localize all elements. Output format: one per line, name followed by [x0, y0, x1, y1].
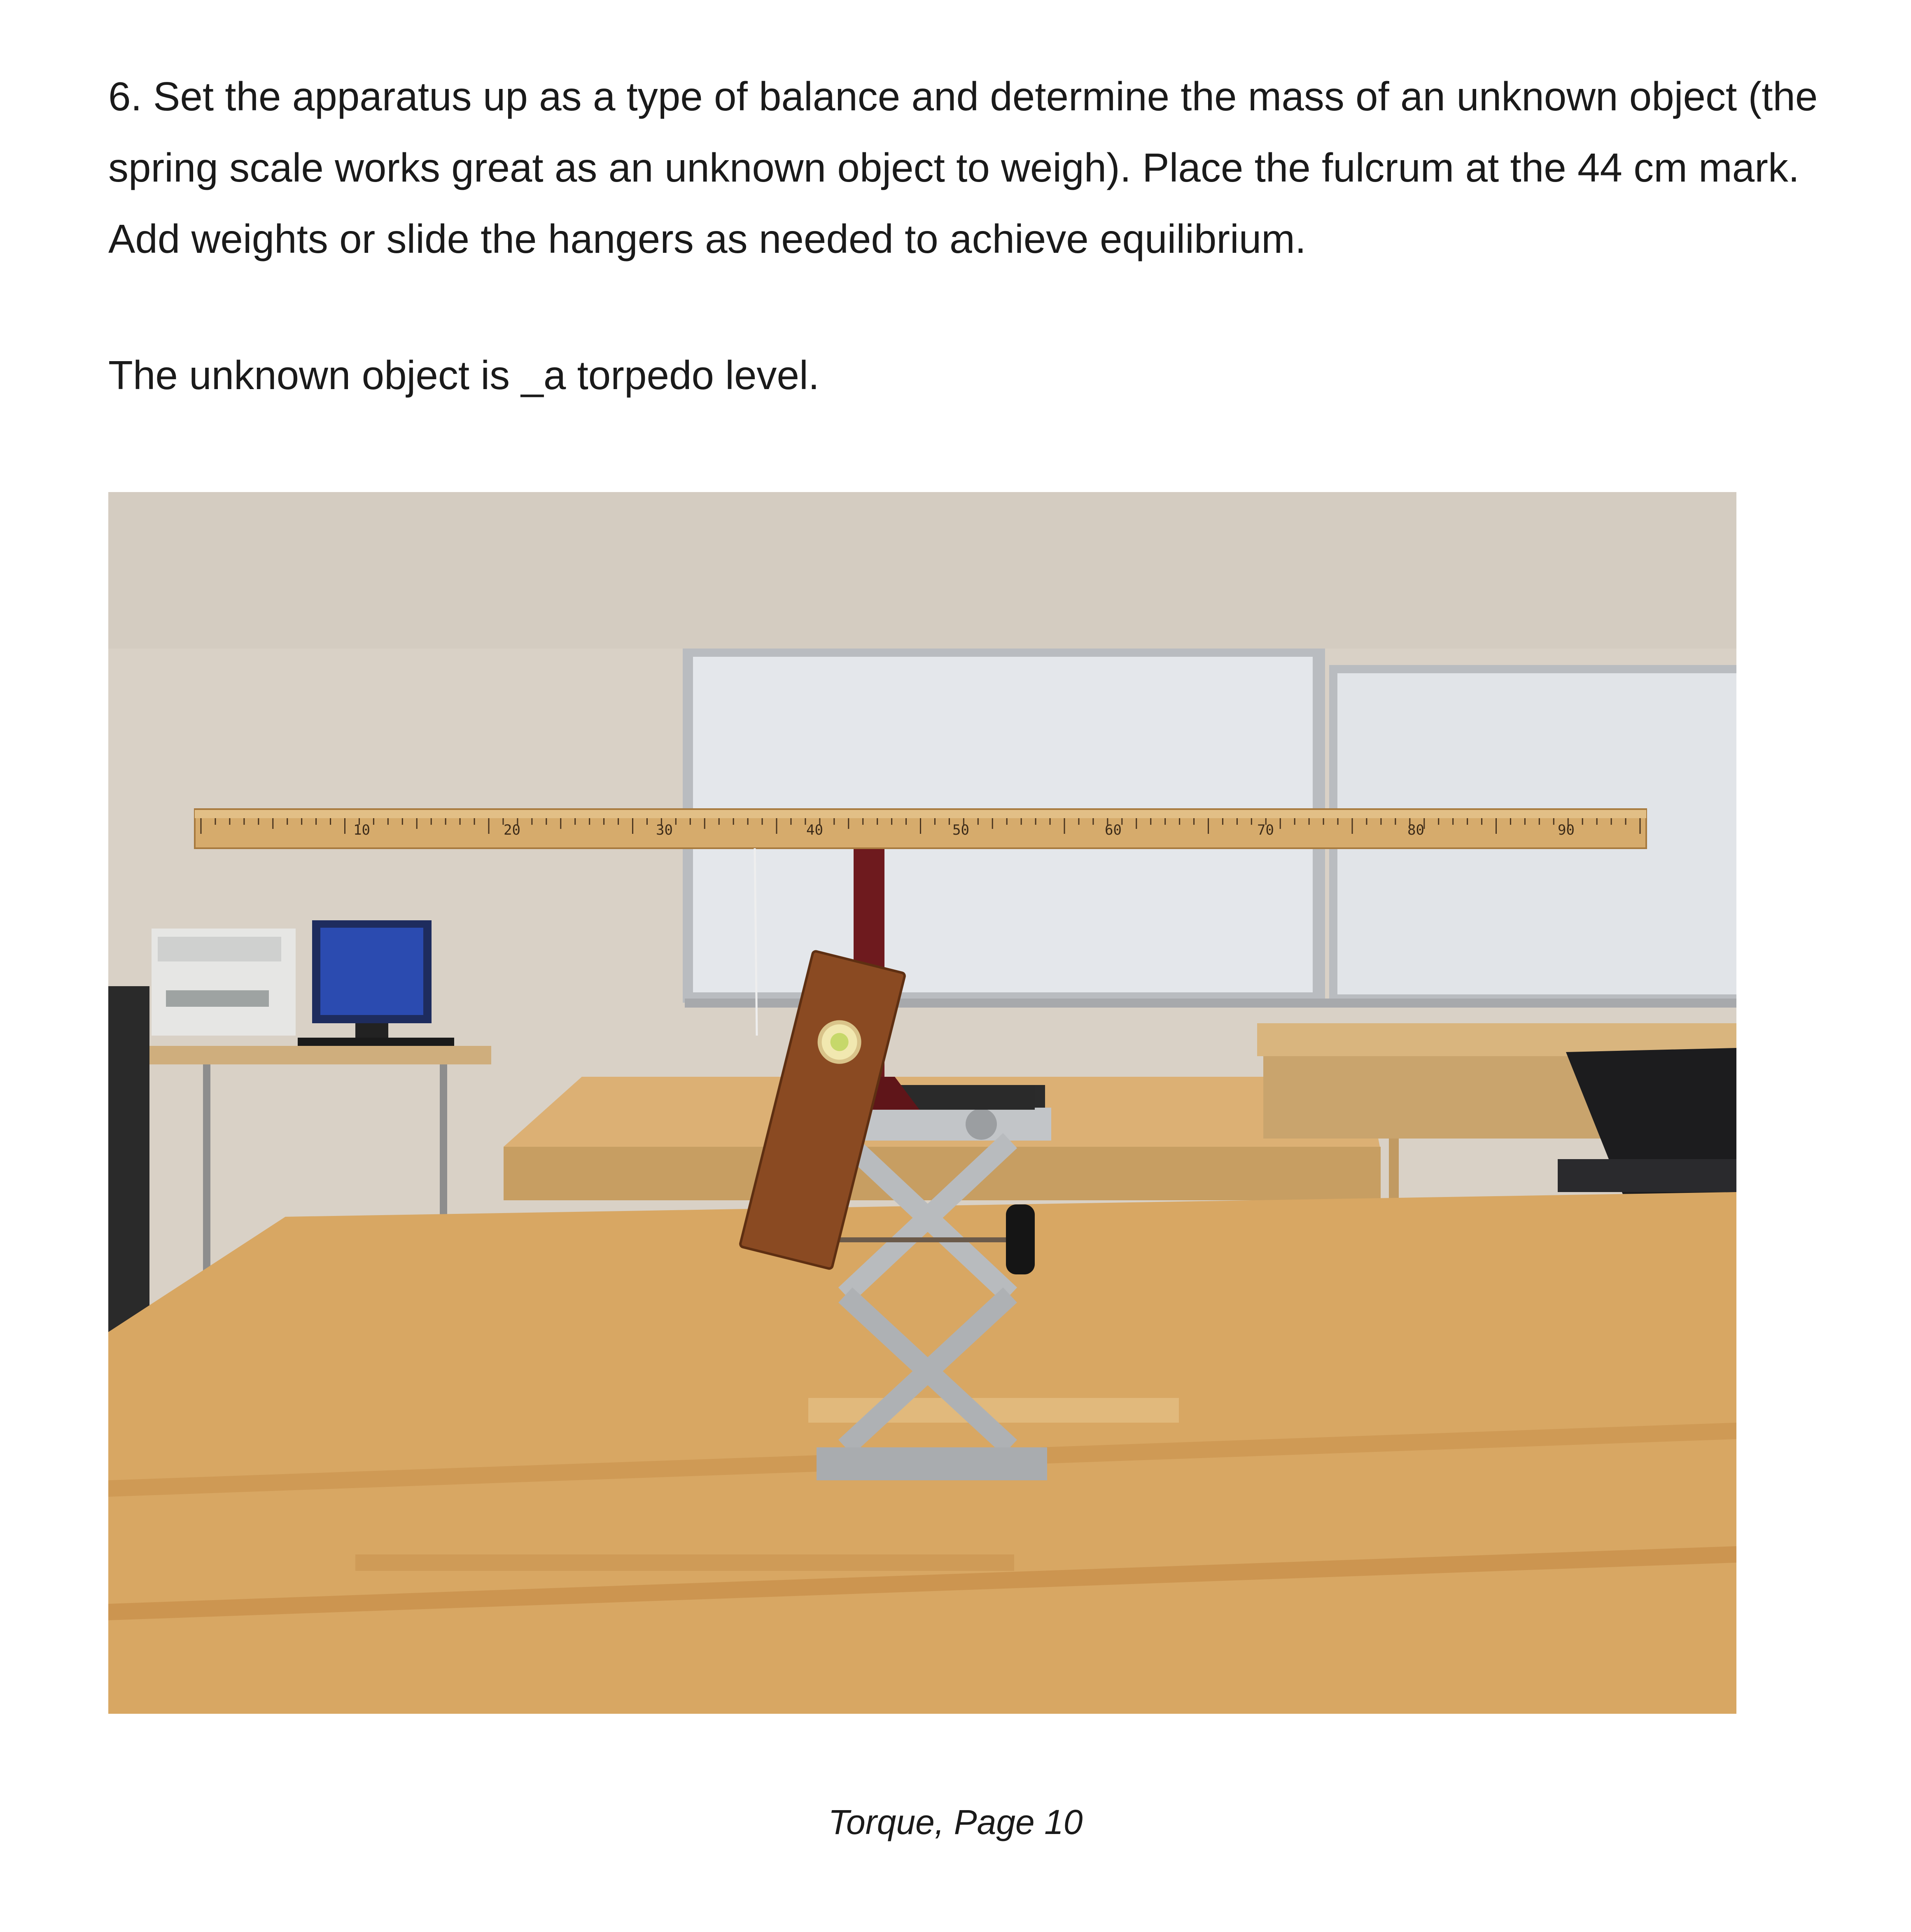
stick-label-20: 20	[504, 822, 520, 838]
stick-label-40: 40	[806, 822, 823, 838]
instruction-paragraph: 6. Set the apparatus up as a type of balance and determine the mass of an unknown object (the spring scale works great as an unknown object to weigh). Place the fulcrum at the 44 cm mark. Add weights or slide the hangers as needed to achieve equilibrium.	[108, 74, 1818, 261]
apparatus-photo	[108, 492, 1736, 1714]
answer-line: The unknown object is _a torpedo level.	[108, 352, 819, 398]
page-footer: Torque, Page 10	[828, 1803, 1083, 1841]
stick-label-60: 60	[1105, 822, 1122, 838]
stick-label-90: 90	[1558, 822, 1575, 838]
meter-stick	[195, 809, 1646, 848]
stick-label-30: 30	[656, 822, 673, 838]
stick-label-50: 50	[952, 822, 969, 838]
stick-label-80: 80	[1407, 822, 1424, 838]
printer	[152, 929, 296, 1036]
stick-label-10: 10	[353, 822, 370, 838]
stick-label-70: 70	[1257, 822, 1274, 838]
